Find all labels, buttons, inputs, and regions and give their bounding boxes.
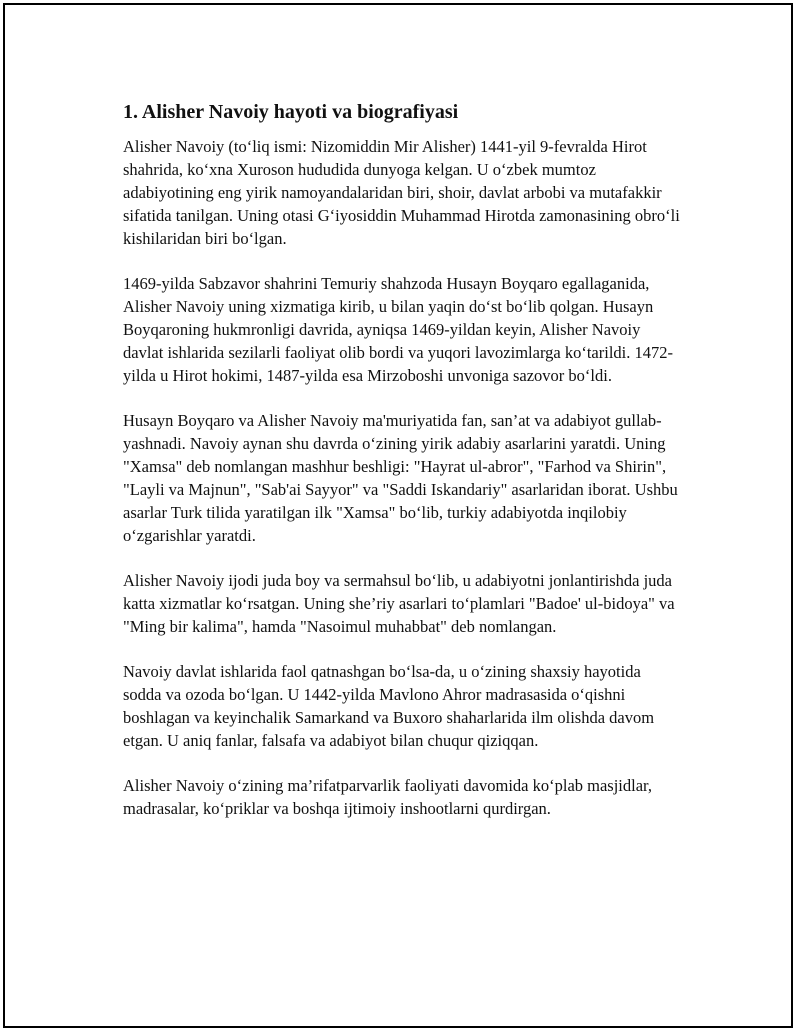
section-heading: 1. Alisher Navoiy hayoti va biografiyasi <box>123 101 459 123</box>
paragraph-legacy: Alisher Navoiy o‘zining ma’rifatparvarlik faoliyati davomida ko‘plab masjidlar, madrasalar, ko‘priklar va boshqa ijtimoiy inshootlarni qurdirgan. <box>123 776 653 818</box>
page-frame <box>3 3 793 1028</box>
document-body <box>123 99 683 842</box>
paragraph-birth: Alisher Navoiy (to‘liq ismi: Nizomiddin Mir Alisher) 1441-yil 9-fevralda Hirot shahrida, ko‘xna Xuroson hududida dunyoga kelgan. U o‘zbek mumtoz adabiyotining eng yirik namoyandalaridan biri, shoir, davlat arbobi va mutafakkir sifatida tanilgan. Uning otasi G‘iyosiddin Muhammad Hirotda zamonasining obro‘li kishilaridan biri bo‘lgan. <box>123 137 680 248</box>
paragraph-works: Alisher Navoiy ijodi juda boy va sermahsul bo‘lib, u adabiyotni jonlantirishda juda katta xizmatlar ko‘rsatgan. Uning she’riy asarlari to‘plamlari "Badoe' ul-bidoya" va "Ming bir kalima", hamda "Nasoimul muhabbat" deb nomlangan. <box>123 571 675 636</box>
paragraph-career: 1469-yilda Sabzavor shahrini Temuriy shahzoda Husayn Boyqaro egallaganida, Alisher Navoiy uning xizmatiga kirib, u bilan yaqin do‘st bo‘lib qolgan. Husayn Boyqaroning hukmronligi davrida, ayniqsa 1469-yildan keyin, Alisher Navoiy davlat ishlarida sezilarli faoliyat olib bordi va yuqori lavozimlarga ko‘tarildi. 1472-yilda u Hirot hokimi, 1487-yilda esa Mirzoboshi unvoniga sazovor bo‘ldi. <box>123 274 673 385</box>
paragraph-xamsa: Husayn Boyqaro va Alisher Navoiy ma'muriyatida fan, san’at va adabiyot gullab-yashnadi. Navoiy aynan shu davrda o‘zining yirik adabiy asarlarini yaratdi. Uning "Xamsa" deb nomlangan mashhur beshligi: "Hayrat ul-abror", "Farhod va Shirin", "Layli va Majnun", "Sab'ai Sayyor" va "Saddi Iskandariy" asarlaridan iborat. Ushbu asarlar Turk tilida yaratilgan ilk "Xamsa" bo‘lib, turkiy adabiyotda inqilobiy o‘zgarishlar yaratdi. <box>123 411 678 545</box>
paragraph-education: Navoiy davlat ishlarida faol qatnashgan bo‘lsa-da, u o‘zining shaxsiy hayotida sodda va ozoda bo‘lgan. U 1442-yilda Mavlono Ahror madrasasida o‘qishni boshlagan va keyinchalik Samarkand va Buxoro shaharlarida ilm olishda davom etgan. U aniq fanlar, falsafa va adabiyot bilan chuqur qiziqqan. <box>123 662 655 750</box>
